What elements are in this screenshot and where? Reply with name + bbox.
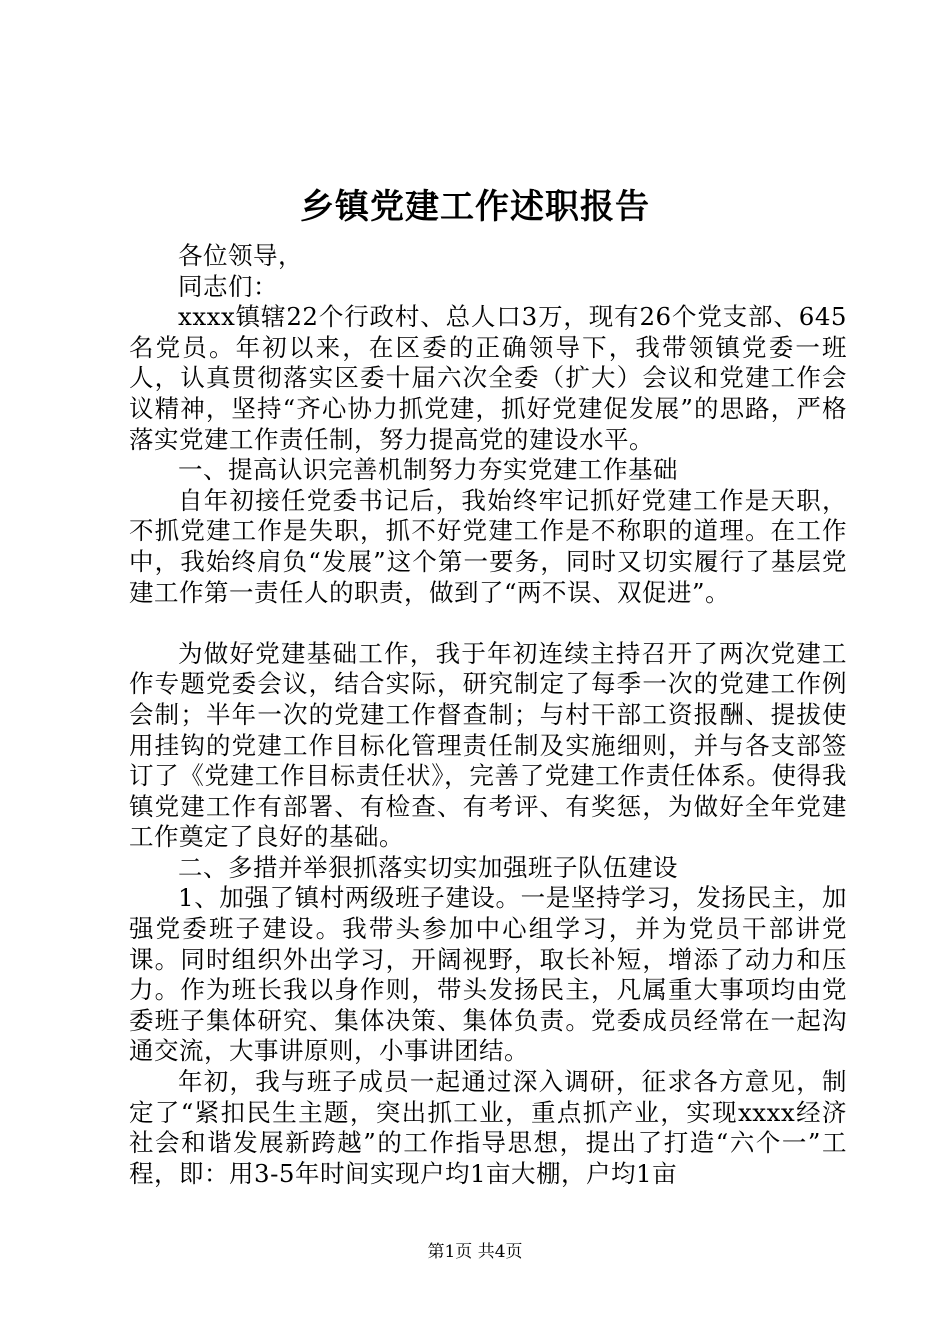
salutation-comrades: 同志们：	[178, 271, 278, 301]
body-paragraph: 自年初接任党委书记后，我始终牢记抓好党建工作是天职，不抓党建工作是失职，抓不好党建工作是不称职的道理。在工作中，我始终肩负“发展”这个第一要务，同时又切实履行了基层党建工作第一责任人的职责，做到了“两不误、双促进”。	[129, 485, 847, 607]
section-heading-1: 一、提高认识完善机制努力夯实党建工作基础	[178, 455, 678, 485]
document-body	[129, 241, 847, 1189]
blank-line	[129, 608, 847, 639]
intro-paragraph: xxxx镇辖22个行政村、总人口3万，现有26个党支部、645名党员。年初以来，在区委的正确领导下，我带领镇党委一班人，认真贯彻落实区委十届六次全委（扩大）会议和党建工作会议精神，坚持“齐心协力抓党建，抓好党建促发展”的思路，严格落实党建工作责任制，努力提高党的建设水平。	[129, 302, 847, 454]
body-paragraph: 年初，我与班子成员一起通过深入调研，征求各方意见，制定了“紧扣民生主题，突出抓工业，重点抓产业，实现xxxx经济社会和谐发展新跨越”的工作指导思想，提出了打造“六个一”工程，即：用3-5年时间实现户均1亩大棚，户均1亩	[129, 1067, 847, 1188]
section-heading-2: 二、多措并举狠抓落实切实加强班子队伍建设	[178, 852, 678, 882]
body-paragraph: 为做好党建基础工作，我于年初连续主持召开了两次党建工作专题党委会议，结合实际，研究制定了每季一次的党建工作例会制；半年一次的党建工作督查制；与村干部工资报酬、提拔使用挂钩的党建工作目标化管理责任制及实施细则，并与各支部签订了《党建工作目标责任状》，完善了党建工作责任体系。使得我镇党建工作有部署、有检查、有考评、有奖惩，为做好全年党建工作奠定了良好的基础。	[129, 638, 847, 852]
page-number-footer: 第1页 共4页	[427, 1242, 523, 1262]
body-paragraph: 1、加强了镇村两级班子建设。一是坚持学习，发扬民主，加强党委班子建设。我带头参加中心组学习，并为党员干部讲党课。同时组织外出学习，开阔视野，取长补短，增添了动力和压力。作为班长我以身作则，带头发扬民主，凡属重大事项均由党委班子集体研究、集体决策、集体负责。党委成员经常在一起沟通交流，大事讲原则，小事讲团结。	[129, 883, 847, 1066]
document-title: 乡镇党建工作述职报告	[300, 187, 650, 227]
salutation-leaders: 各位领导，	[178, 241, 303, 270]
